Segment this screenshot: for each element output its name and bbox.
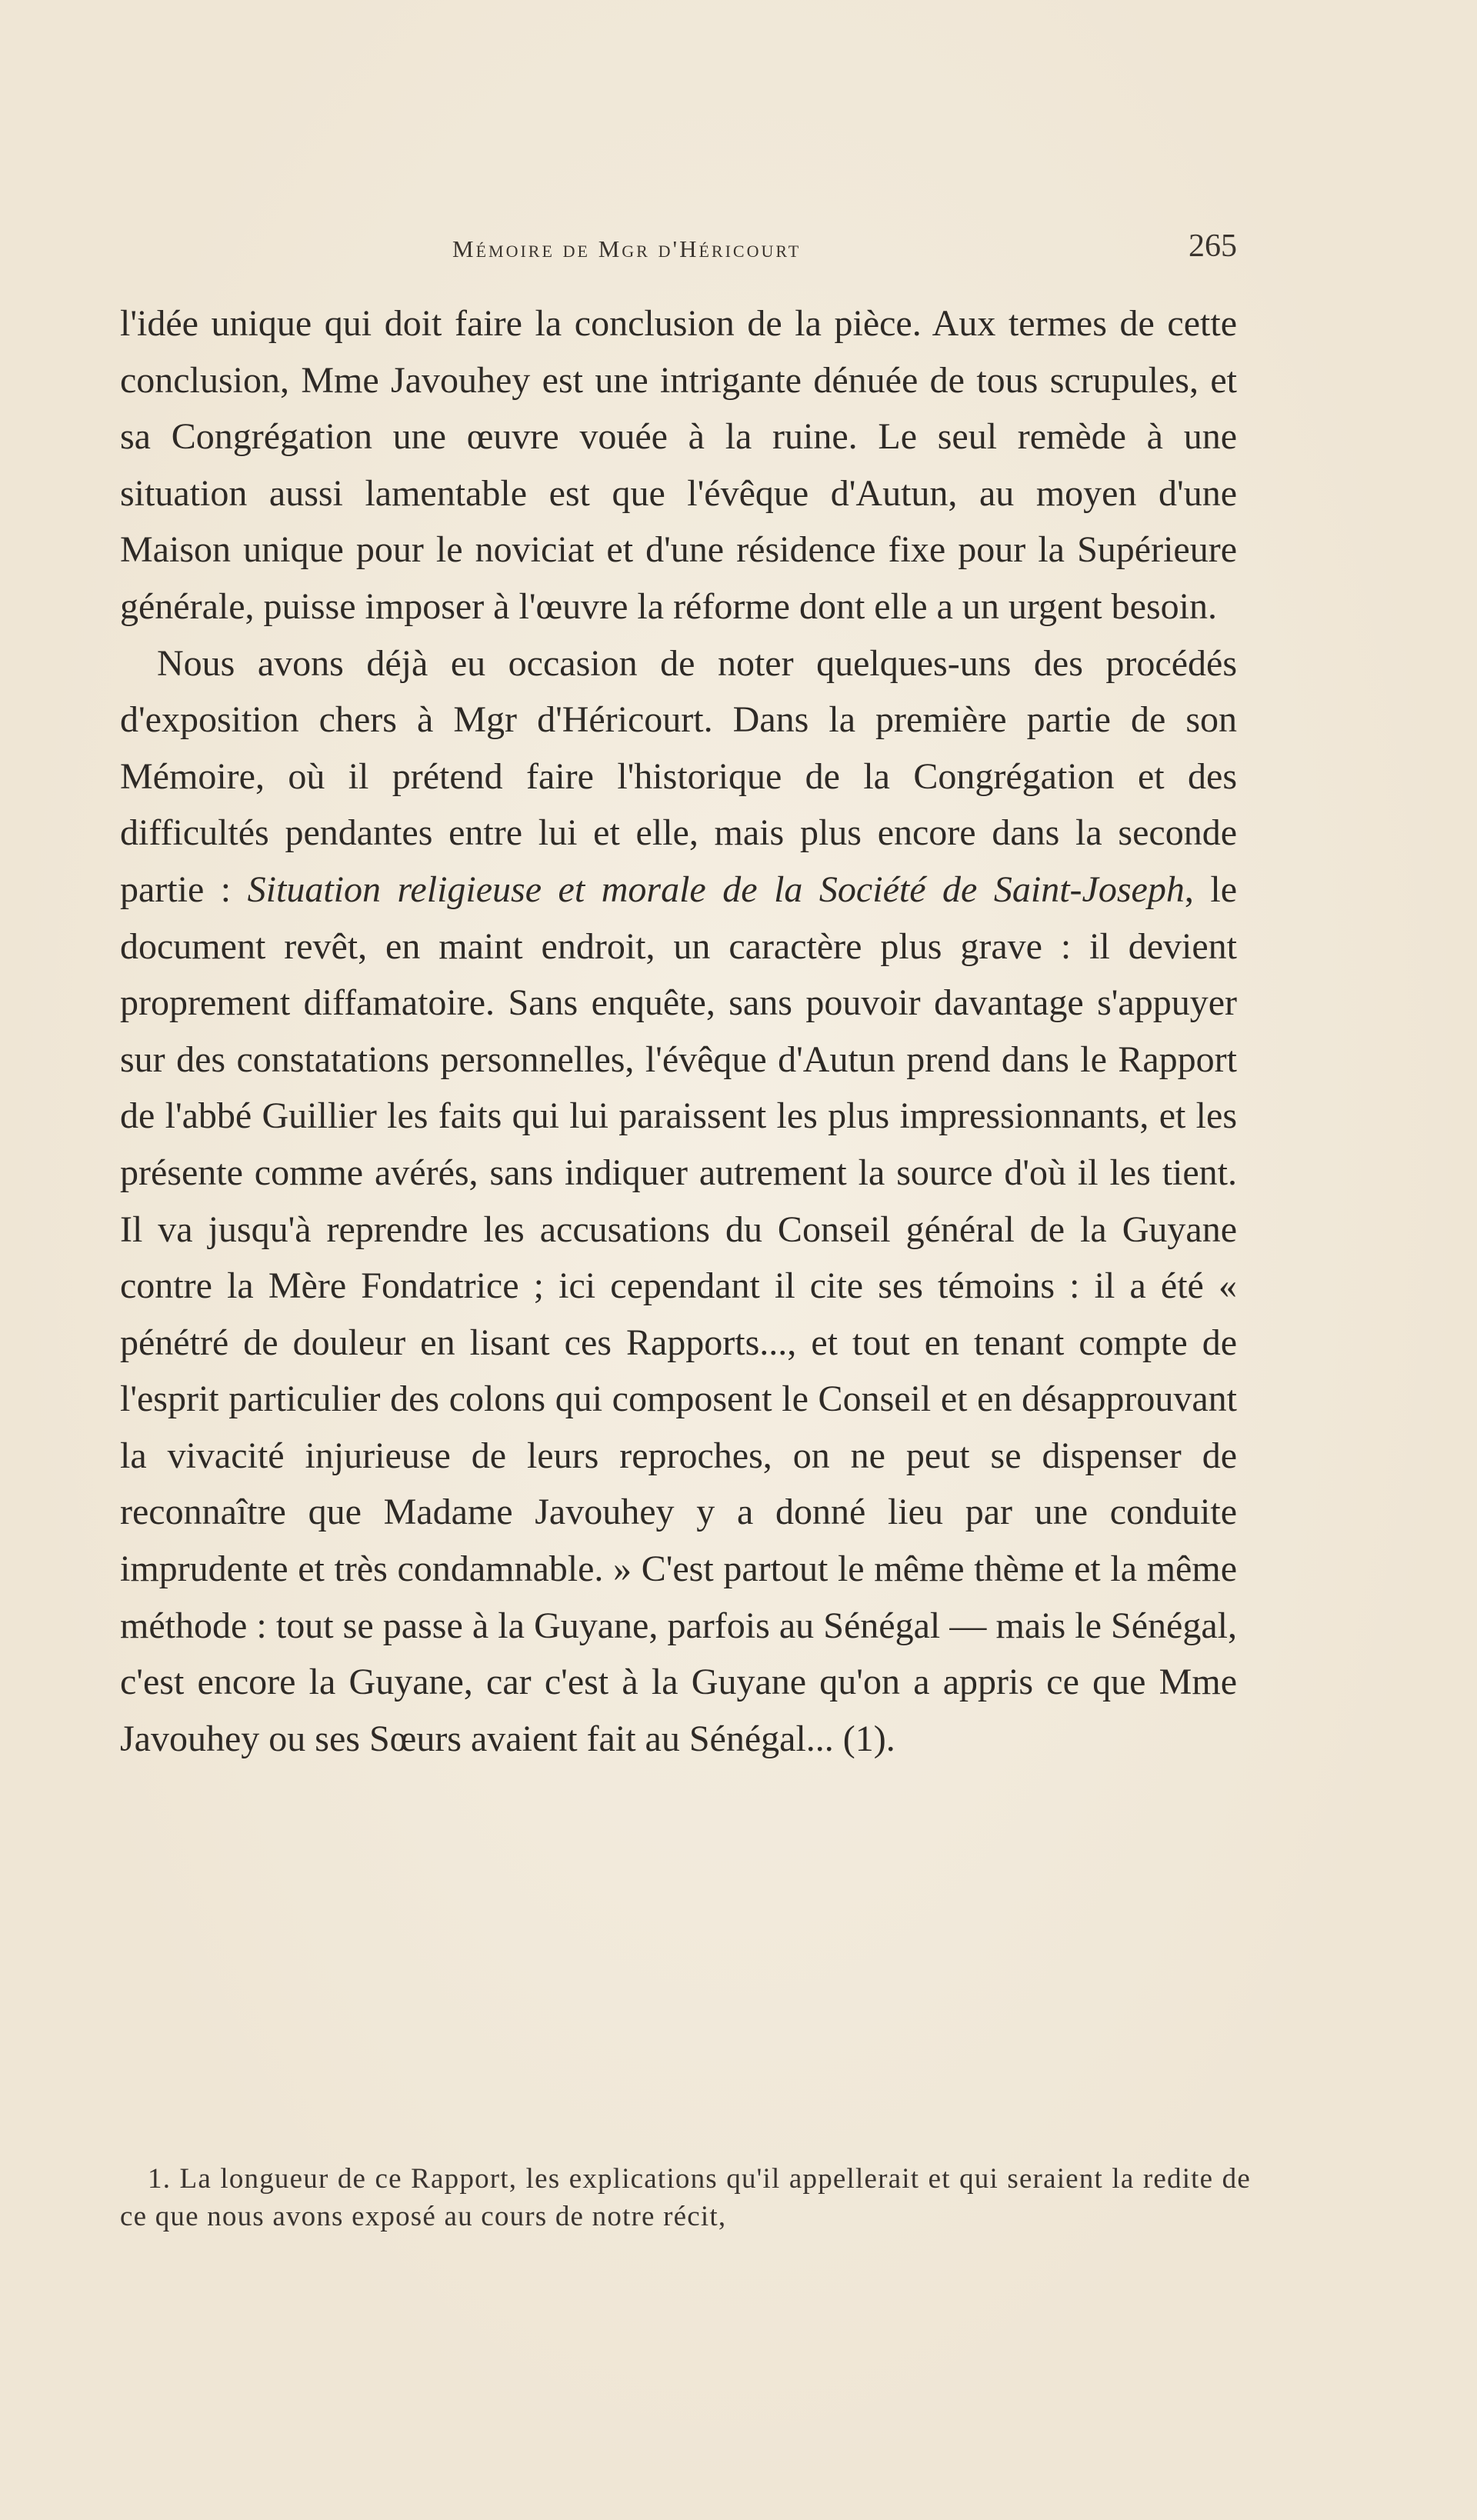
page-number: 265: [1189, 228, 1237, 264]
body-text: [120, 295, 1237, 1767]
paragraph-2-text-end: , le document revêt, en maint endroit, un caractère plus grave : il devient proprement diffamatoire. Sans enquête, sans pouvoir davantage s'appuyer sur des constatations personnelles, l'évêque d'Autun prend dans le Rapport de l'abbé Guillier les faits qui lui paraissent les plus impressionnants, et les présente comme avérés, sans indiquer autrement la source d'où il les tient. Il va jusqu'à reprendre les accusations du Conseil général de la Guyane contre la Mère Fondatrice ; ici cependant il cite ses témoins : il a été « pénétré de douleur en lisant ces Rapports..., et tout en tenant compte de l'esprit particulier des colons qui composent le Conseil et en désapprouvant la vivacité injurieuse de leurs reproches, on ne peut se dispenser de reconnaître que Madame Javouhey y a donné lieu par une conduite imprudente et très condamnable. » C'est partout le même thème et la même méthode : tout se passe à la Guyane, parfois au Sénégal — mais le Sénégal, c'est encore la Guyane, car c'est à la Guyane qu'on a appris ce que Mme Javouhey ou ses Sœurs avaient fait au Sénégal... (1).: [120, 868, 1237, 1759]
page-header: [120, 228, 1237, 274]
paragraph-2: [120, 635, 1237, 1768]
paragraph-1: l'idée unique qui doit faire la conclusion de la pièce. Aux termes de cette conclusion, Mme Javouhey est une intrigante dénuée de tous scrupules, et sa Congrégation une œuvre vouée à la ruine. Le seul remède à une situation aussi lamentable est que l'évêque d'Autun, au moyen d'une Maison unique pour le noviciat et d'une résidence fixe pour la Supérieure générale, puisse imposer à l'œuvre la réforme dont elle a un urgent besoin.: [120, 303, 1237, 627]
paragraph-2-text-start: Nous avons déjà eu occasion de noter quelques-uns des procédés d'exposition chers à Mgr d'Héricourt. Dans la première partie de son Mémoire, où il prétend faire l'historique de la Congrégation et des difficultés pendantes entre lui et elle, mais plus encore dans la seconde partie :: [120, 642, 1237, 910]
italic-title: Situation religieuse et morale de la Société de Saint-Joseph: [247, 868, 1185, 910]
footnote: 1. La longueur de ce Rapport, les explications qu'il appellerait et qui seraient la redite de ce que nous avons exposé au cours de notre récit,: [120, 2163, 1251, 2232]
running-head: Mémoire de Mgr d'Héricourt: [452, 235, 802, 262]
